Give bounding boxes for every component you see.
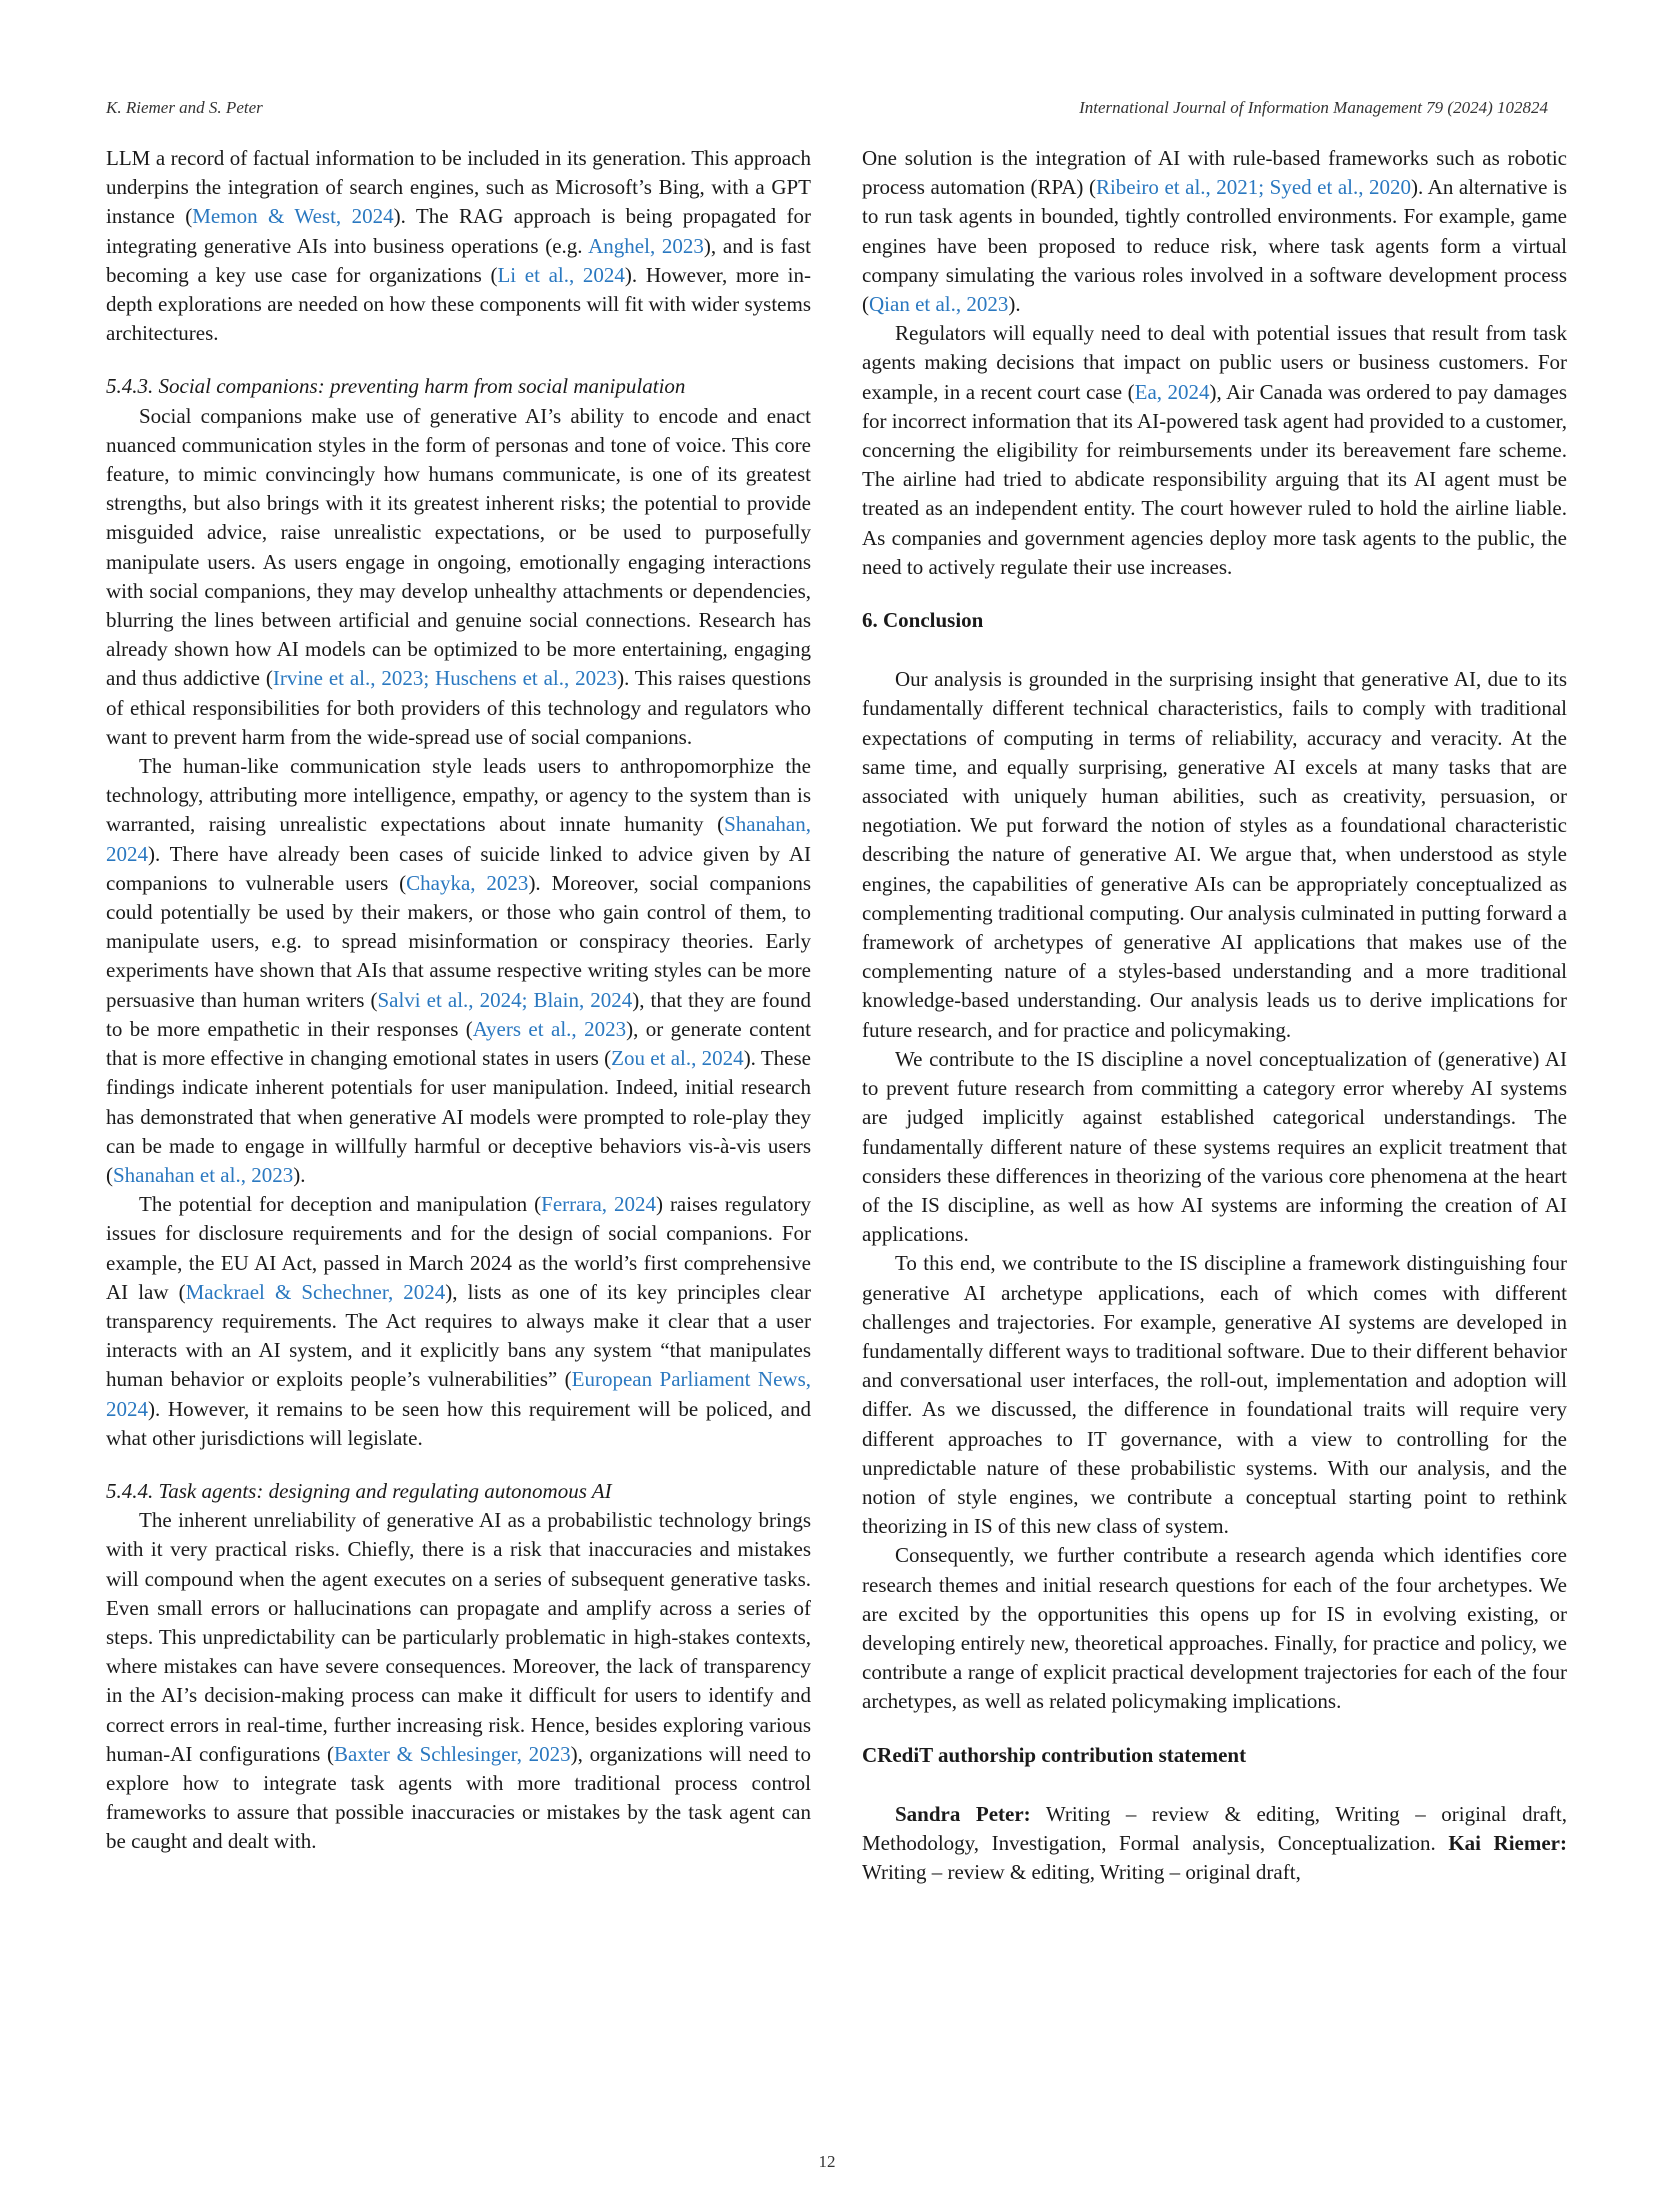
citation-link[interactable]: Ea, 2024 bbox=[1134, 379, 1210, 404]
citation-link[interactable]: Irvine et al., 2023; Huschens et al., 2023 bbox=[272, 666, 618, 691]
section-heading-conclusion: 6. Conclusion bbox=[862, 608, 984, 633]
author-name: Kai Riemer: bbox=[1448, 1830, 1568, 1855]
citation-link[interactable]: Li et al., 2024 bbox=[497, 262, 625, 287]
citation-link[interactable]: Memon & West, 2024 bbox=[192, 204, 394, 229]
citation-link[interactable]: Anghel, 2023 bbox=[588, 233, 704, 258]
right-column bbox=[862, 144, 1567, 1887]
citation-link[interactable]: Shanahan, 2024 bbox=[106, 812, 811, 866]
paragraph: We contribute to the IS discipline a novel conceptualization of (generative) AI to prevent future research from committing a category error whereby AI systems are judged implicitly against established categorical understandings. The fundamentally different nature of these systems requires an explicit treatment that considers these differences in theorizing of the various core phenomena at the heart of the IS discipline, as well as how AI systems are informing the creation of AI applications. bbox=[862, 1046, 1567, 1247]
section-heading-5-4-4: 5.4.4. Task agents: designing and regulating autonomous AI bbox=[106, 1478, 612, 1503]
header-authors: K. Riemer and S. Peter bbox=[106, 98, 263, 117]
running-header bbox=[106, 98, 1548, 122]
paragraph: Consequently, we further contribute a research agenda which identifies core research themes and initial research questions for each of the four archetypes. We are excited by the opportunities this opens up for IS in evolving existing, or developing entirely new, theoretical approaches. Finally, for practice and policy, we contribute a range of explicit practical development trajectories for each of the four archetypes, as well as related policymaking implications. bbox=[862, 1543, 1567, 1714]
author-name: Sandra Peter: bbox=[895, 1801, 1031, 1826]
paragraph: LLM a record of factual information to be included in its generation. This approach underpins the integration of search engines, such as Microsoft’s Bing, with a GPT instance (Memon & West, 2024). The RAG approach is being propagated for integrating generative AIs into business operations (e.g. Anghel, 2023), and is fast becoming a key use case for organizations (Li et al., 2024). However, more in-depth explorations are needed on how these components will fit with wider systems architectures. bbox=[106, 146, 812, 346]
citation-link[interactable]: Ayers et al., 2023 bbox=[472, 1016, 627, 1041]
citation-link[interactable]: Ribeiro et al., 2021; Syed et al., 2020 bbox=[1095, 175, 1412, 200]
citation-link[interactable]: Qian et al., 2023 bbox=[869, 292, 1009, 317]
citation-link[interactable]: Zou et al., 2024 bbox=[611, 1046, 744, 1071]
paragraph: The inherent unreliability of generative AI as a probabilistic technology brings with it very practical risks. Chiefly, there is a risk that inaccuracies and mistakes will compound when the agent executes on a series of subsequent generative tasks. Even small errors or hallucinations can propagate and amplify across a series of steps. This unpredictability can be particularly problematic in high-stakes contexts, where mistakes can have severe consequences. Moreover, the lack of transparency in the AI’s decision-making process can make it difficult for users to identify and correct errors in real-time, further increasing risk. Hence, besides exploring various human-AI configurations (Baxter & Schlesinger, 2023), organizations will need to explore how to integrate task agents with more traditional process control frameworks to assure that possible inaccuracies or mistakes by the task agent can be caught and dealt with. bbox=[106, 1508, 811, 1854]
paragraph: The human-like communication style leads users to anthropomorphize the technology, attributing more intelligence, empathy, or agency to the system than is warranted, raising unrealistic expectations about innate humanity (Shanahan, 2024). There have already been cases of suicide linked to advice given by AI companions to vulnerable users (Chayka, 2023). Moreover, social companions could potentially be used by their makers, or those who gain control of them, to manipulate users, e.g. to spread misinformation or conspiracy theories. Early experiments have shown that AIs that assume respective writing styles can be more persuasive than human writers (Salvi et al., 2024; Blain, 2024), that they are found to be more empathetic in their responses (Ayers et al., 2023), or generate content that is more effective in changing emotional states in users (Zou et al., 2024). These findings indicate inherent potentials for user manipulation. Indeed, initial research has demonstrated that when generative AI models were prompted to role-play they can be made to engage in willfully harmful or deceptive behaviors vis-à-vis users (Shanahan et al., 2023). bbox=[106, 754, 812, 1187]
citation-link[interactable]: European Parliament News, 2024 bbox=[106, 1367, 811, 1421]
header-journal: International Journal of Information Management 79 (2024) 102824 bbox=[1079, 98, 1548, 117]
paragraph: One solution is the integration of AI with rule-based frameworks such as robotic process automation (RPA) (Ribeiro et al., 2021; Syed et al., 2020). An alternative is to run task agents in bounded, tightly controlled environments. For example, game engines have been proposed to reduce risk, where task agents form a virtual company simulating the various roles involved in a software development process (Qian et al., 2023). bbox=[862, 146, 1567, 317]
citation-link[interactable]: Ferrara, 2024 bbox=[541, 1192, 656, 1217]
paragraph: Social companions make use of generative AI’s ability to encode and enact nuanced communication styles in the form of personas and tone of voice. This core feature, to mimic convincingly how humans communicate, is one of its greatest strengths, but also brings with it its greatest inherent risks; the potential to provide misguided advice, raise unrealistic expectations, or be used to purposefully manipulate users. As users engage in ongoing, emotionally engaging interactions with social companions, they may develop unhealthy attachments or dependencies, blurring the lines between artificial and genuine social connections. Research has already shown how AI models can be optimized to be more entertaining, engaging and thus addictive (Irvine et al., 2023; Huschens et al., 2023). This raises questions of ethical responsibilities for both providers of this technology and regulators who want to prevent harm from the wide-spread use of social companions. bbox=[106, 403, 812, 749]
citation-link[interactable]: Mackrael & Schechner, 2024 bbox=[185, 1279, 446, 1304]
paragraph: Our analysis is grounded in the surprising insight that generative AI, due to its fundamentally different technical characteristics, fails to comply with traditional expectations of computing in terms of reliability, accuracy and veracity. At the same time, and equally surprising, generative AI excels at many tasks that are associated with uniquely human abilities, such as creativity, persuasion, or negotiation. We put forward the notion of styles as a foundational characteristic describing the nature of generative AI. We argue that, when understood as style engines, the capabilities of generative AIs can be appropriately conceptualized as complementing traditional computing. Our analysis culminated in putting forward a framework of archetypes of generative AI applications that makes use of the complementing nature of a styles-based understanding and a more traditional knowledge-based understanding. Our analysis leads us to derive implications for future research, and for practice and policymaking. bbox=[862, 667, 1567, 1042]
page-number: 12 bbox=[818, 2152, 836, 2171]
left-column bbox=[106, 144, 811, 1857]
citation-link[interactable]: Shanahan et al., 2023 bbox=[113, 1162, 294, 1187]
citation-link[interactable]: Baxter & Schlesinger, 2023 bbox=[333, 1741, 571, 1766]
citation-link[interactable]: Chayka, 2023 bbox=[406, 870, 529, 895]
citation-link[interactable]: Salvi et al., 2024; Blain, 2024 bbox=[377, 987, 633, 1012]
paragraph: The potential for deception and manipulation (Ferrara, 2024) raises regulatory issues for disclosure requirements and for the design of social companions. For example, the EU AI Act, passed in March 2024 as the world’s first comprehensive AI law (Mackrael & Schechner, 2024), lists as one of its key principles clear transparency requirements. The Act requires to always make it clear that a user interacts with an AI system, and it explicitly bans any system “that manipulates human behavior or exploits people’s vulnerabilities” (European Parliament News, 2024). However, it remains to be seen how this requirement will be policed, and what other jurisdictions will legislate. bbox=[106, 1192, 812, 1450]
section-heading-credit: CRediT authorship contribution statement bbox=[862, 1742, 1247, 1767]
paragraph: To this end, we contribute to the IS discipline a framework distinguishing four generative AI archetype applications, each of which comes with different challenges and trajectories. For example, generative AI systems are developed in fundamentally different ways to traditional software. Due to their different behavior and conversational user interfaces, the roll-out, implementation and adoption will differ. As we discussed, the difference in foundational traits will require very different approaches to IT governance, with a view to controlling for the unpredictable nature of these probabilistic systems. With our analysis, and the notion of style engines, we contribute a conceptual starting point to rethink theorizing in IS of this new class of system. bbox=[862, 1251, 1567, 1539]
paragraph: Regulators will equally need to deal with potential issues that result from task agents making decisions that impact on public users or business customers. For example, in a recent court case (Ea, 2024), Air Canada was ordered to pay damages for incorrect information that its AI-powered task agent had provided to a customer, concerning the eligibility for reimbursements under its bereavement fare scheme. The airline had tried to abdicate responsibility arguing that its AI agent must be treated as an independent entity. The court however ruled to hold the airline liable. As companies and government agencies deploy more task agents to the public, the need to actively regulate their use increases. bbox=[862, 321, 1567, 579]
paragraph: Sandra Peter: Writing – review & editing, Writing – original draft, Methodology, Investigation, Formal analysis, Conceptualization. Kai Riemer: Writing – review & editing, Writing – original draft, bbox=[862, 1801, 1568, 1885]
section-heading-5-4-3: 5.4.3. Social companions: preventing harm from social manipulation bbox=[106, 374, 686, 399]
